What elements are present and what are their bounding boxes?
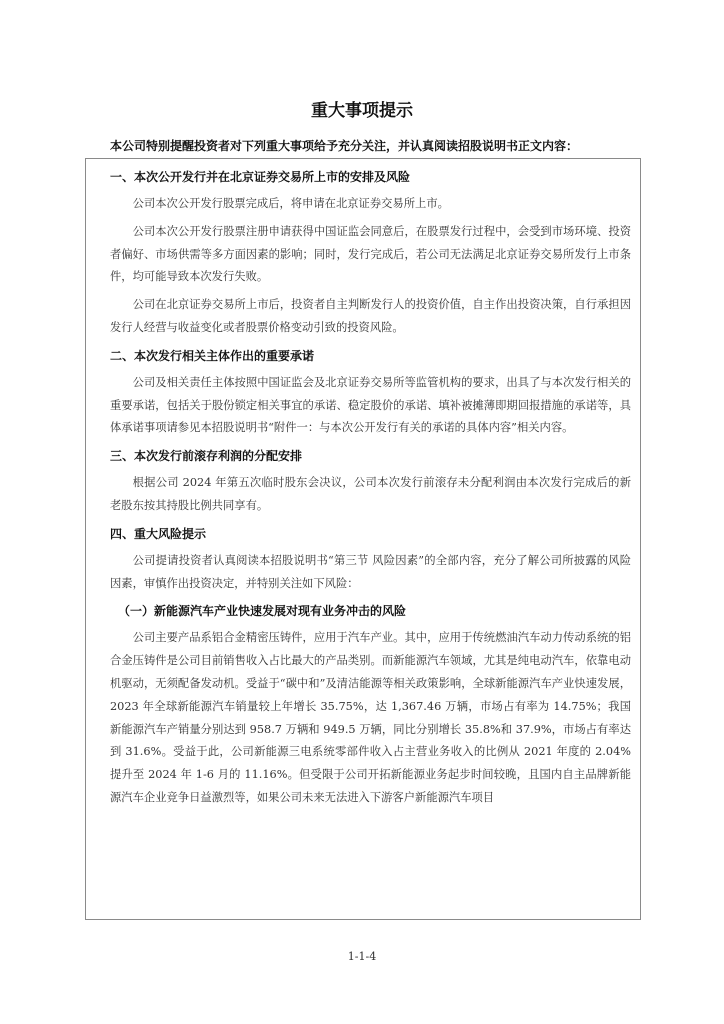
paragraph: 根据公司 2024 年第五次临时股东会决议，公司本次发行前滚存未分配利润由本次发行完成后的新老股东按其持股比例共同享有。 [110,476,631,512]
paragraph: 公司主要产品系铝合金精密压铸件，应用于汽车产业。其中，应用于传统燃油汽车动力传动系统的铝合金压铸件是公司目前销售收入占比最大的产品类别。而新能源汽车领域，尤其是纯电动汽车，依靠电动机驱动，无须配备发动机。受益于“碳中和”及清洁能源等相关政策影响，全球新能源汽车产业快速发展，2023 年全球新能源汽车销量较上年增长 35.75%，达 1,367.46 万辆，市场占有率为 14.75%；我国新能源汽车产销量分别达到 958.7 万辆和 949.5 万辆，同比分别增长 35.8%和 37.9%，市场占有率达到 31.6%。受益于此，公司新能源三电系统零部件收入占主营业务收入的比例从 2021 年度的 2.04%提升至 2024 年 1-6 月的 11.16%。但受限于公司开拓新能源业务起步时间较晚，且国内自主品牌新能源汽车企业竞争日益激烈等，如果公司未来无法进入下游客户新能源汽车项目 [110,631,631,804]
content-box [85,158,641,920]
subsection-heading: （一）新能源汽车产业快速发展对现有业务冲击的风险 [118,604,407,619]
paragraph: 公司及相关责任主体按照中国证监会及北京证券交易所等监管机构的要求，出具了与本次发行相关的重要承诺，包括关于股份锁定相关事宜的承诺、稳定股价的承诺、填补被摊薄即期回报措施的承诺等，具体承诺事项请参见本招股说明书“附件一：与本次公开发行有关的承诺的具体内容”相关内容。 [110,375,631,435]
section-heading: 四、重大风险提示 [110,526,207,541]
section-heading: 三、本次发行前滚存利润的分配安排 [110,449,303,464]
paragraph: 公司提请投资者认真阅读本招股说明书“第三节 风险因素”的全部内容，充分了解公司所披露的风险因素，审慎作出投资决定，并特别关注如下风险： [110,553,631,590]
page-number: 1-1-4 [347,950,377,963]
page-title: 重大事项提示 [311,101,413,121]
paragraph: 公司在北京证券交易所上市后，投资者自主判断发行人的投资价值，自主作出投资决策，自行承担因发行人经营与收益变化或者股票价格变动引致的投资风险。 [110,298,631,334]
section-heading: 二、本次发行相关主体作出的重要承诺 [110,348,315,363]
paragraph: 公司本次公开发行股票注册申请获得中国证监会同意后，在股票发行过程中，会受到市场环境、投资者偏好、市场供需等多方面因素的影响；同时，发行完成后，若公司无法满足北京证券交易所发行上市条件，均可能导致本次发行失败。 [110,224,631,284]
section-heading: 一、本次公开发行并在北京证券交易所上市的安排及风险 [110,170,411,184]
intro-statement: 本公司特别提醒投资者对下列重大事项给予充分关注，并认真阅读招股说明书正文内容： [110,139,579,153]
paragraph: 公司本次公开发行股票完成后，将申请在北京证券交易所上市。 [132,197,449,210]
